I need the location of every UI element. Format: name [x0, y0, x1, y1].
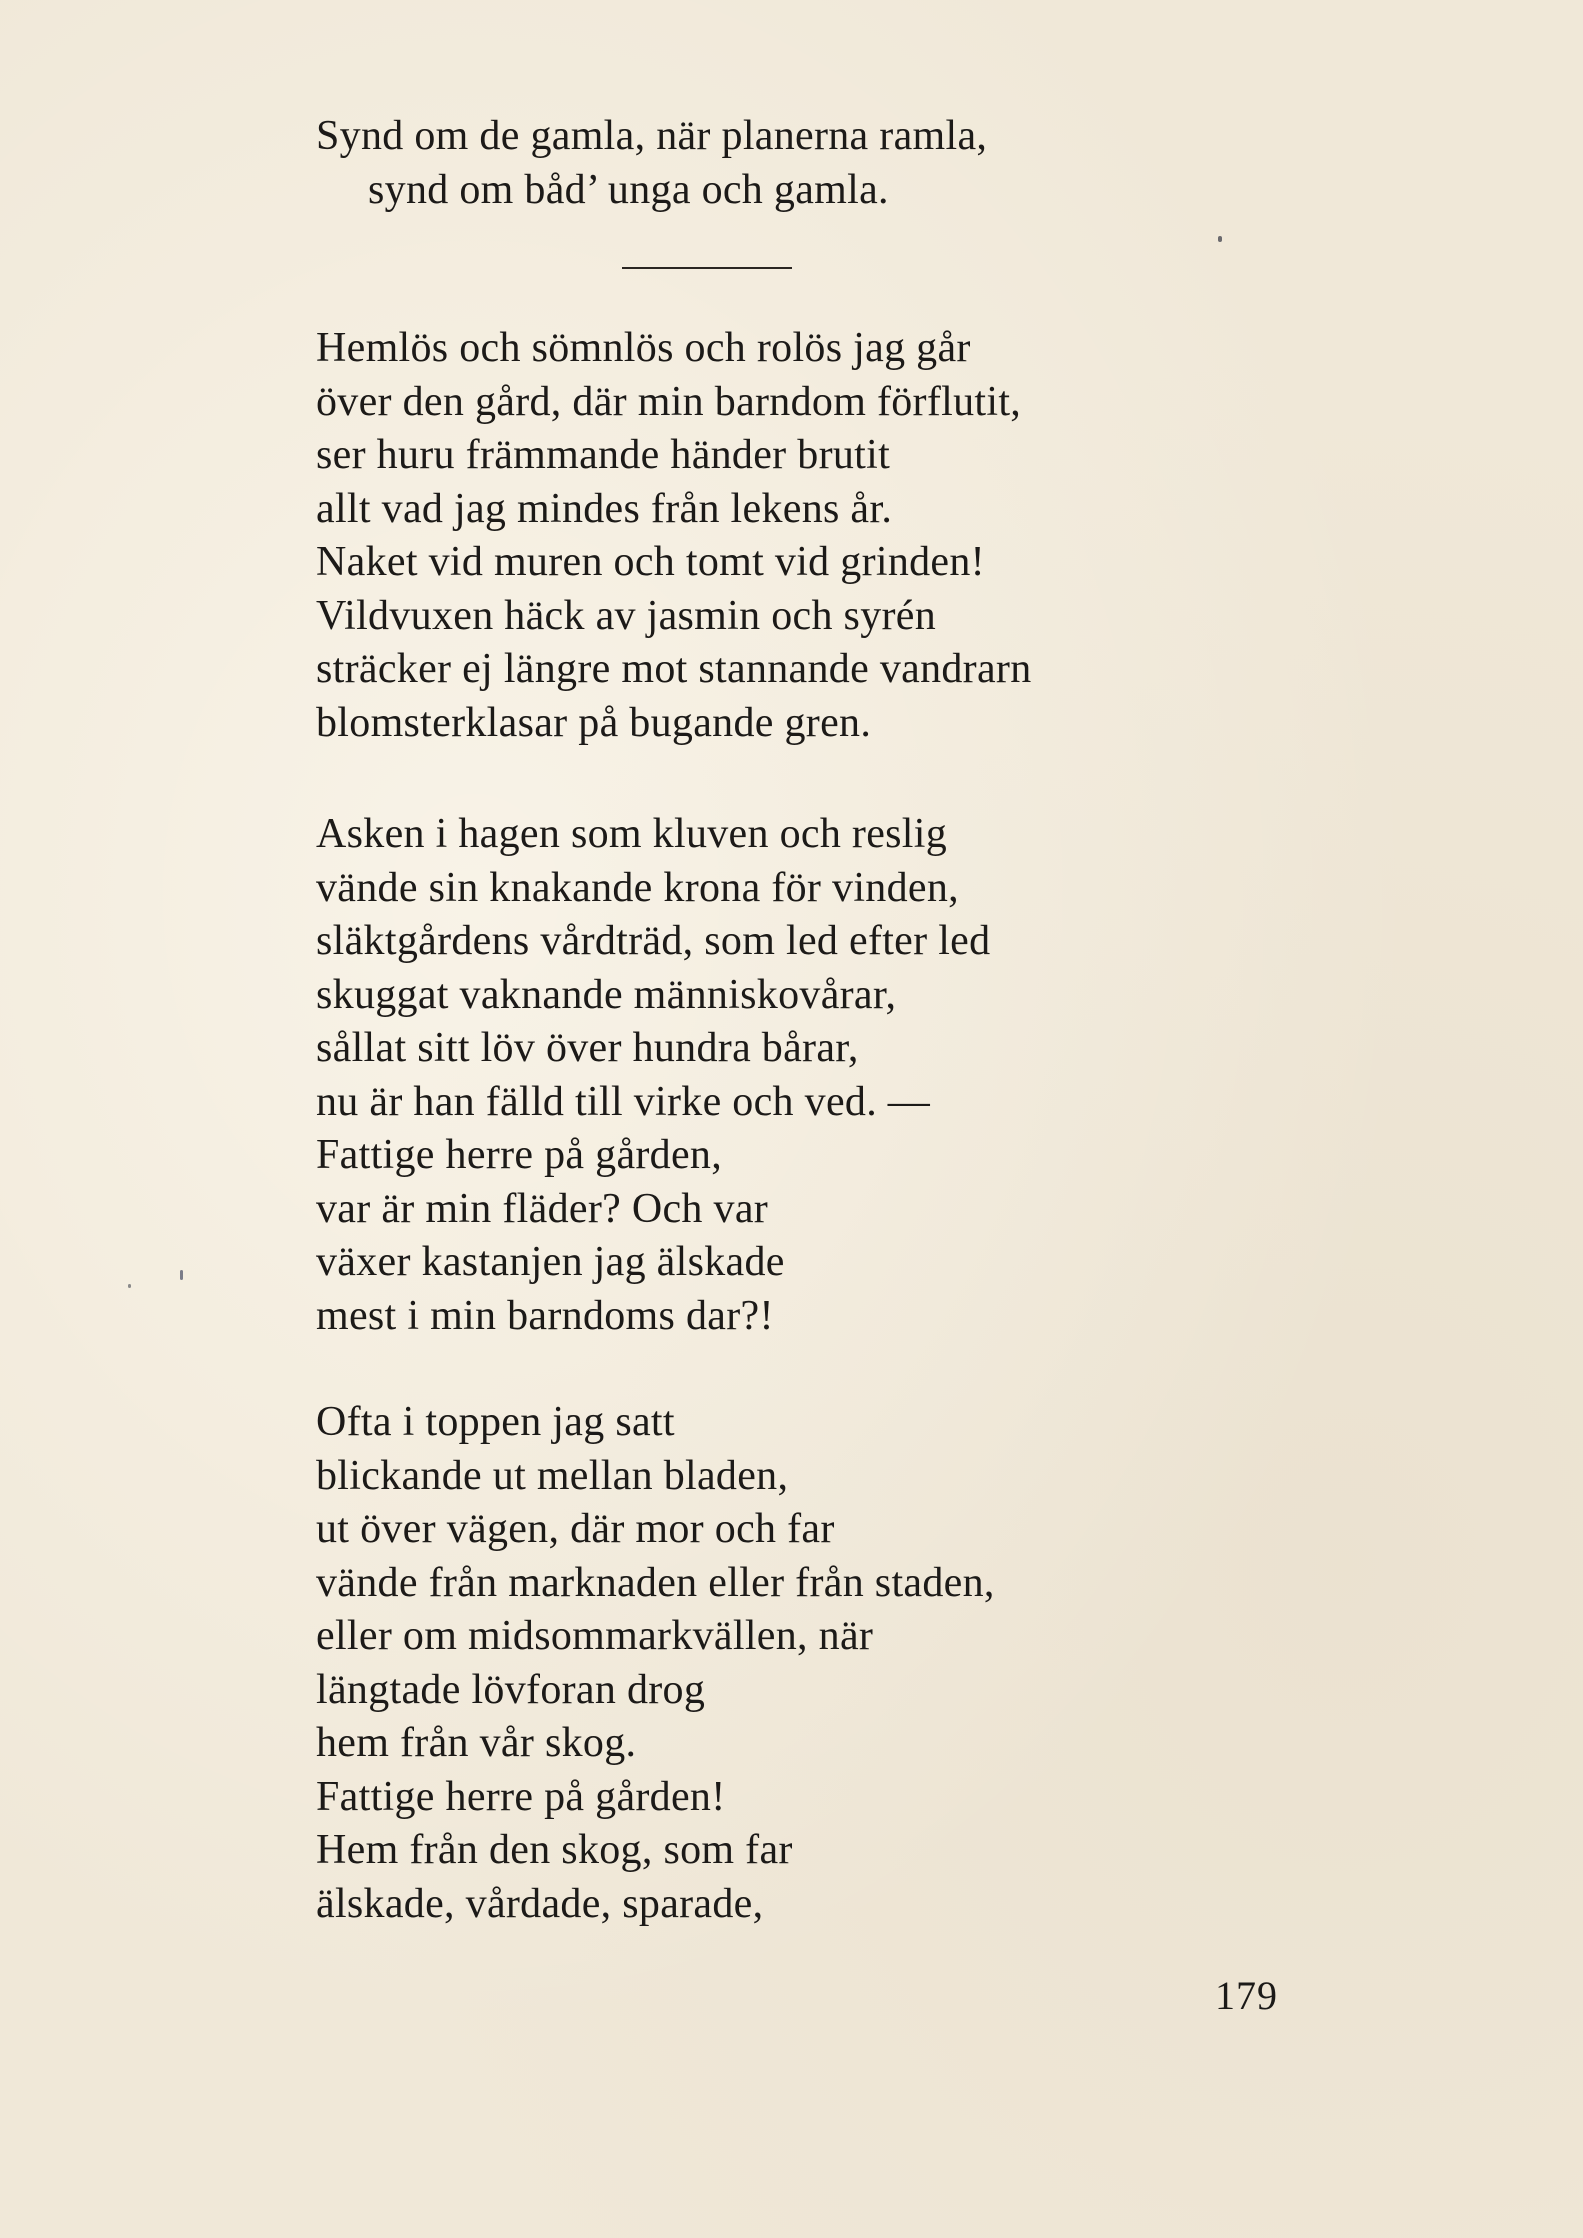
stanza-1 — [316, 322, 1316, 750]
poem-line: Asken i hagen som kluven och reslig — [316, 811, 948, 857]
paper-speck — [1218, 236, 1222, 242]
poem-line: vände sin knakande krona för vinden, — [316, 864, 959, 911]
poem-line: längtade lövforan drog — [316, 1666, 706, 1713]
poem-line: Fattige herre på gården, — [316, 1132, 723, 1178]
poem-line: Vildvuxen häck av jasmin och syrén — [316, 592, 937, 639]
poem-line: nu är han fälld till virke och ved. — — [316, 1078, 931, 1125]
poem-line: släktgårdens vårdträd, som led efter led — [316, 918, 991, 964]
poem-line: synd om båd’ unga och gamla. — [368, 166, 889, 213]
poem-line: Fattige herre på gården! — [316, 1773, 726, 1820]
poem-line: allt vad jag mindes från lekens år. — [316, 485, 893, 532]
poem-line: blomsterklasar på bugande gren. — [316, 699, 872, 746]
poem-line: eller om midsommarkvällen, när — [316, 1613, 874, 1659]
poem-line: Synd om de gamla, när planerna ramla, — [316, 113, 988, 159]
poem-line: sållat sitt löv över hundra bårar, — [316, 1025, 859, 1071]
poem-line: hem från vår skog. — [316, 1720, 637, 1766]
poem-line: älskade, vårdade, sparade, — [316, 1880, 764, 1927]
poem-line: var är min fläder? Och var — [316, 1185, 769, 1232]
poem-line: vände från marknaden eller från staden, — [316, 1559, 995, 1606]
poem-line: mest i min barndoms dar?! — [316, 1292, 774, 1339]
poem-line: Hemlös och sömnlös och rolös jag går — [316, 325, 971, 371]
poem-line: över den gård, där min barndom förflutit, — [316, 378, 1022, 425]
paper-speck — [128, 1284, 131, 1288]
poem-line: Naket vid muren och tomt vid grinden! — [316, 539, 985, 585]
stanza-2 — [316, 808, 1316, 1343]
poem-line: växer kastanjen jag älskade — [316, 1239, 785, 1285]
poem-line: Ofta i toppen jag satt — [316, 1399, 675, 1445]
poem-line: skuggat vaknande människovårar, — [316, 971, 897, 1018]
poem-line: ser huru främmande händer brutit — [316, 432, 891, 478]
paper-speck — [180, 1270, 183, 1280]
poem-line: sträcker ej längre mot stannande vandrarn — [316, 646, 1032, 692]
poem-line: ut över vägen, där mor och far — [316, 1506, 835, 1552]
poem-line: blickande ut mellan bladen, — [316, 1452, 789, 1499]
section-divider — [622, 267, 792, 269]
stanza-intro — [316, 110, 1316, 217]
poem-line: Hem från den skog, som far — [316, 1827, 793, 1873]
page-number: 179 — [1215, 1973, 1278, 2018]
stanza-3 — [316, 1396, 1316, 1931]
